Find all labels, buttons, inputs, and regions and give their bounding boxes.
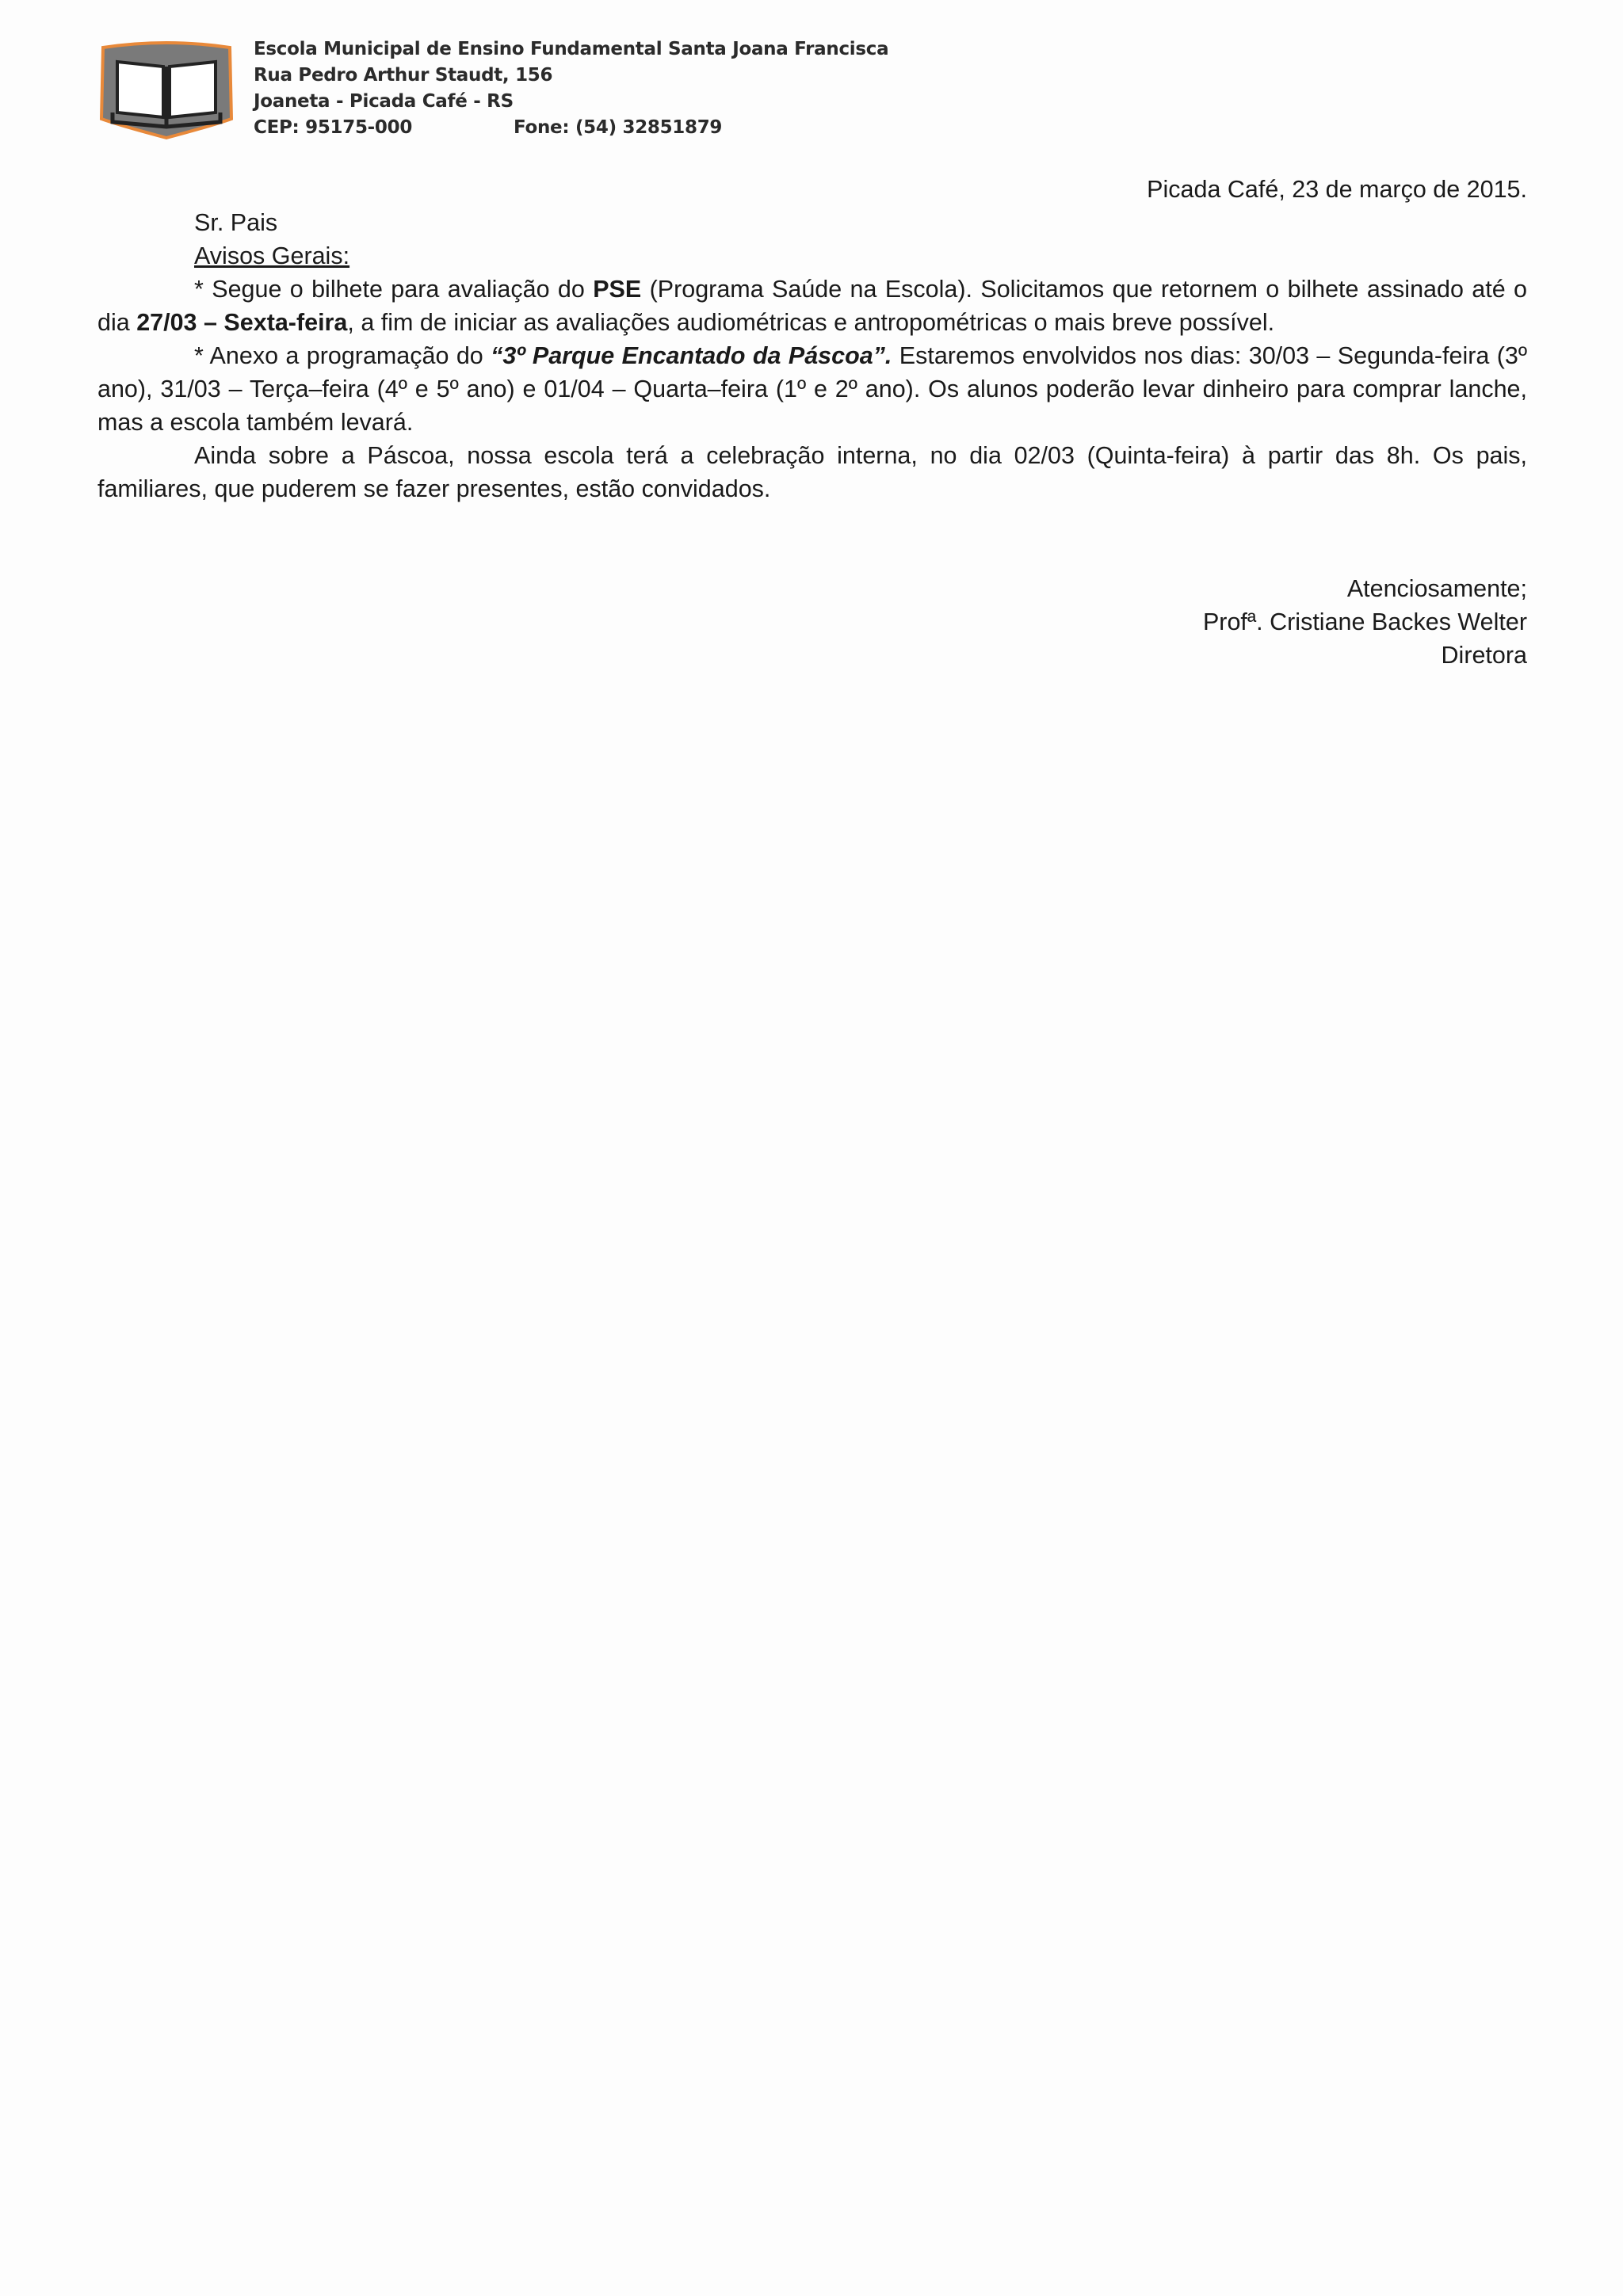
paragraph-pse — [97, 273, 1527, 339]
signer-name: Profª. Cristiane Backes Welter — [1202, 608, 1527, 635]
closing-line: Atenciosamente; — [1346, 575, 1527, 602]
school-cep: CEP: 95175-000 — [254, 117, 413, 138]
section-title-text: Avisos Gerais: — [194, 242, 350, 269]
p1-text-e: , a fim de iniciar as avaliações audiométricas e antropométricas o mais breve possível. — [347, 309, 1275, 336]
paragraph-pascoa: Ainda sobre a Páscoa, nossa escola terá a celebração interna, no dia 02/03 (Quinta-feira) à partir das 8h. Os pais, familiares, que puderem se fazer presentes, estão convidados. — [97, 442, 1527, 502]
closing-block — [97, 572, 1527, 672]
paragraph-parque — [97, 339, 1527, 439]
p1-text-c: (Programa Saúde na Escola). Solicitamos que retornem o bilhete assinado até o dia — [97, 276, 1527, 336]
letter-body — [97, 173, 1527, 672]
p2-event-name: “3º Parque Encantado da Páscoa”. — [491, 342, 892, 369]
letterhead-text — [254, 36, 888, 141]
open-book-icon — [95, 40, 238, 143]
p2-text-a: * Anexo a programação do — [194, 342, 491, 369]
salutation: Sr. Pais — [194, 209, 278, 236]
school-phone: Fone: (54) 32851879 — [514, 117, 723, 138]
contact-row — [254, 115, 888, 141]
school-name: Escola Municipal de Ensino Fundamental Santa Joana Francisca — [254, 39, 889, 59]
school-locality: Joaneta - Picada Café - RS — [254, 91, 514, 112]
section-title — [97, 239, 1527, 273]
p1-pse: PSE — [593, 276, 642, 303]
date-line: Picada Café, 23 de março de 2015. — [1147, 176, 1527, 203]
letterhead — [95, 36, 967, 147]
p2-text-c: Estaremos envolvidos nos dias: 30/03 – Segunda-feira (3º ano), 31/03 – Terça–feira (4º e 5º ano) e 01/04 – Quarta–feira (1º e 2º ano). Os alunos poderão levar dinheiro para comprar lanche, mas a escola também levará. — [97, 342, 1527, 436]
signer-role: Diretora — [1441, 642, 1527, 669]
p1-text-a: * Segue o bilhete para avaliação do — [194, 276, 594, 303]
school-address: Rua Pedro Arthur Staudt, 156 — [254, 65, 553, 86]
p1-deadline: 27/03 – Sexta-feira — [136, 309, 348, 336]
